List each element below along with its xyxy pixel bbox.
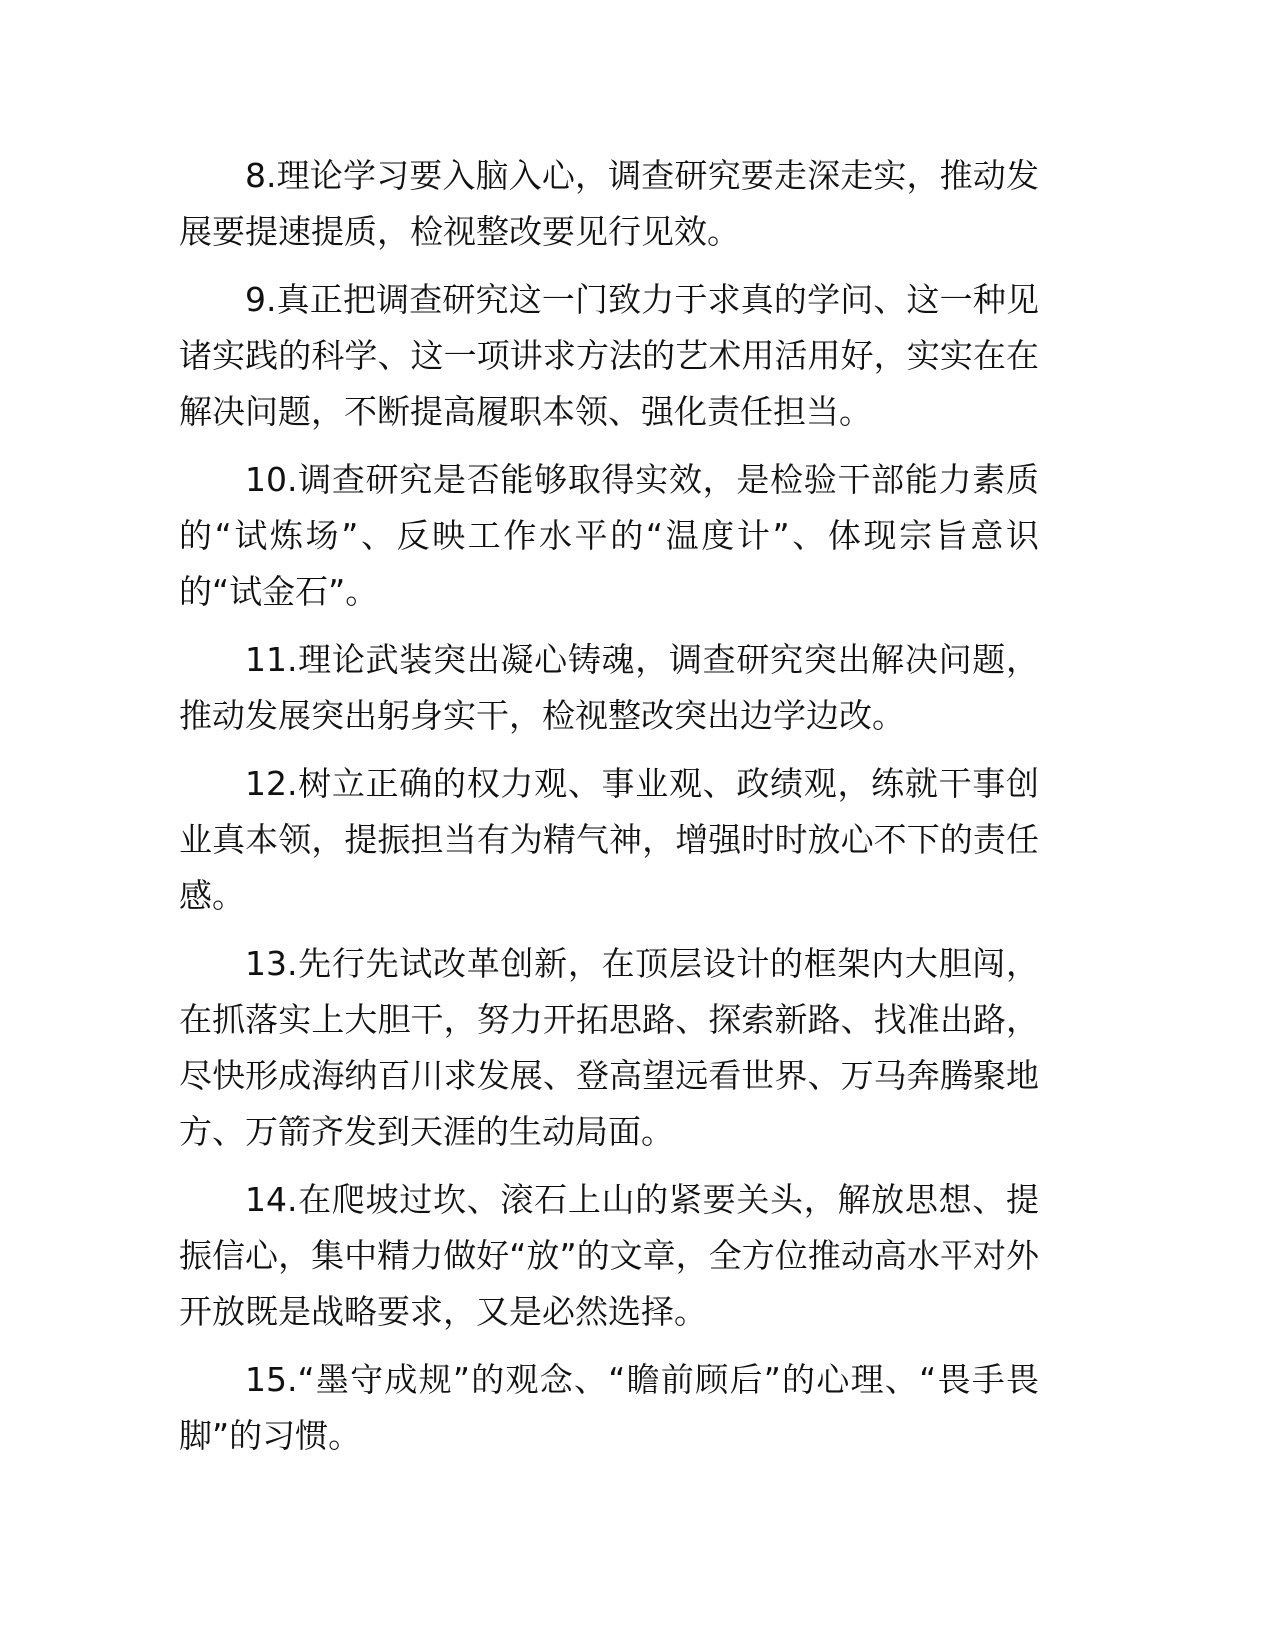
paragraph-15: 15.“墨守成规”的观念、“瞻前顾后”的心理、“畏手畏脚”的习惯。: [179, 1360, 1039, 1455]
paragraph-8: 8.理论学习要入脑入心，调查研究要走深走实，推动发展要提速提质，检视整改要见行见效。: [179, 156, 1039, 251]
paragraph-10: 10.调查研究是否能够取得实效，是检验干部能力素质的“试炼场”、反映工作水平的“温度计”、体现宗旨意识的“试金石”。: [179, 460, 1039, 611]
paragraph-12: 12.树立正确的权力观、事业观、政绩观，练就干事创业真本领，提振担当有为精气神，增强时时放心不下的责任感。: [179, 764, 1039, 915]
document-page: [179, 148, 1039, 1476]
paragraph-11: 11.理论武装突出凝心铸魂，调查研究突出解决问题，推动发展突出躬身实干，检视整改突出边学边改。: [179, 640, 1039, 735]
paragraph-9: 9.真正把调查研究这一门致力于求真的学问、这一种见诸实践的科学、这一项讲求方法的艺术用活用好，实实在在解决问题，不断提高履职本领、强化责任担当。: [179, 280, 1039, 431]
paragraph-13: 13.先行先试改革创新，在顶层设计的框架内大胆闯，在抓落实上大胆干，努力开拓思路、探索新路、找准出路，尽快形成海纳百川求发展、登高望远看世界、万马奔腾聚地方、万箭齐发到天涯的生动局面。: [179, 944, 1039, 1151]
paragraph-14: 14.在爬坡过坎、滚石上山的紧要关头，解放思想、提振信心，集中精力做好“放”的文章，全方位推动高水平对外开放既是战略要求，又是必然选择。: [179, 1180, 1039, 1331]
